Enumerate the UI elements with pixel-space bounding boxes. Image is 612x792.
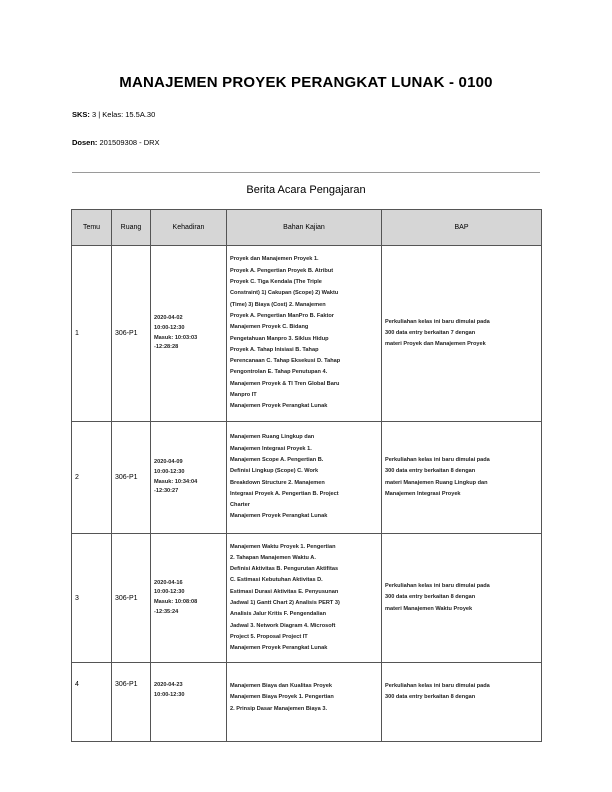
kajian-line: Manajemen Biaya Proyek 1. Pengertian — [230, 694, 334, 701]
attendance-out: -12:28:28 — [154, 344, 179, 351]
attendance-out: -12:30:27 — [154, 488, 179, 495]
bap-line: materi Proyek dan Manajemen Proyek — [385, 341, 486, 348]
header-bap: BAP — [382, 210, 542, 246]
bap-line: 300 data entry berkaitan 7 dengan — [385, 329, 476, 336]
dosen-value: 201509308 - DRX — [99, 138, 160, 147]
attendance-time: 10:00-12:30 — [154, 589, 185, 596]
cell-temu: 2 — [72, 422, 112, 534]
attendance-out: -12:35:24 — [154, 608, 179, 615]
attendance-in: Masuk: 10:03:03 — [154, 334, 198, 341]
bap-line: Perkuliahan kelas ini baru dimulai pada — [385, 318, 490, 325]
kajian-line: Manajemen Proyek Perangkat Lunak — [230, 645, 328, 652]
header-kehadiran: Kehadiran — [151, 210, 227, 246]
cell-bahan-kajian — [227, 534, 382, 663]
table-row — [72, 246, 542, 422]
kajian-line: Proyek A. Pengertian Proyek B. Atribut — [230, 267, 334, 274]
bap-line: materi Manajemen Ruang Lingkup dan — [385, 479, 488, 486]
cell-temu: 1 — [72, 246, 112, 422]
table-row — [72, 422, 542, 534]
course-info — [72, 110, 155, 119]
kajian-line: (Time) 3) Biaya (Cost) 2. Manajemen — [230, 301, 326, 308]
table-header-row — [72, 210, 542, 246]
lecturer-info — [72, 138, 160, 147]
bap-line: Perkuliahan kelas ini baru dimulai pada — [385, 456, 490, 463]
header-temu: Temu — [72, 210, 112, 246]
kajian-line: Breakdown Structure 2. Manajemen — [230, 479, 325, 486]
kajian-line: Project 5. Proposal Project IT — [230, 633, 308, 640]
attendance-date: 2020-04-23 — [154, 682, 183, 688]
kajian-line: Manajemen Proyek & TI Tren Global Baru — [230, 380, 340, 387]
cell-ruang: 306-P1 — [112, 422, 151, 534]
attendance-time: 10:00-12:30 — [154, 324, 185, 331]
bap-line: Perkuliahan kelas ini baru dimulai pada — [385, 683, 490, 689]
cell-kehadiran — [151, 422, 227, 534]
kajian-line: Perencanaan C. Tahap Eksekusi D. Tahap — [230, 358, 341, 365]
teaching-report-table — [71, 209, 542, 742]
kajian-line: Pengontrolan E. Tahap Penutupan 4. — [230, 369, 328, 376]
kajian-line: Analisis Jalur Kritis F. Pengendalian — [230, 611, 327, 618]
bap-line: Perkuliahan kelas ini baru dimulai pada — [385, 583, 490, 590]
cell-bap — [382, 534, 542, 663]
cell-kehadiran — [151, 246, 227, 422]
cell-temu: 4 — [72, 663, 112, 742]
cell-kehadiran — [151, 663, 227, 742]
kajian-line: C. Estimasi Kebutuhan Aktivitas D. — [230, 577, 323, 584]
bap-line: 300 data entry berkaitan 8 dengan — [385, 694, 476, 701]
cell-bahan-kajian — [227, 422, 382, 534]
dosen-label: Dosen: — [72, 138, 98, 147]
kajian-line: Proyek dan Manajemen Proyek 1. — [230, 256, 319, 263]
bap-line: 300 data entry berkaitan 8 dengan — [385, 594, 476, 601]
document-title: MANAJEMEN PROYEK PERANGKAT LUNAK - 0100 — [119, 74, 493, 91]
kajian-line: Proyek A. Pengertian ManPro B. Faktor — [230, 312, 334, 319]
kajian-line: 2. Tahapan Manajemen Waktu A. — [230, 554, 316, 561]
table-row — [72, 663, 542, 742]
kajian-line: Definisi Lingkup (Scope) C. Work — [230, 468, 319, 475]
divider — [72, 172, 540, 173]
cell-bahan-kajian — [227, 246, 382, 422]
attendance-date: 2020-04-16 — [154, 579, 183, 586]
kajian-line: Manajemen Waktu Proyek 1. Pengertian — [230, 543, 336, 550]
kajian-line: Estimasi Durasi Aktivitas E. Penyusunan — [230, 588, 339, 595]
kajian-line: Integrasi Proyek A. Pengertian B. Project — [230, 490, 339, 497]
attendance-in: Masuk: 10:34:04 — [154, 478, 198, 485]
kajian-line: Manajemen Integrasi Proyek 1. — [230, 445, 312, 452]
section-title: Berita Acara Pengajaran — [246, 184, 366, 196]
kajian-line: Manajemen Scope A. Pengertian B. — [230, 456, 324, 463]
cell-bap — [382, 246, 542, 422]
kajian-line: Constraint) 1) Cakupan (Scope) 2) Waktu — [230, 290, 339, 297]
kajian-line: 2. Prinsip Dasar Manajemen Biaya 3. — [230, 705, 328, 712]
kajian-line: Definisi Aktivitas B. Pengurutan Aktifitas — [230, 566, 339, 573]
attendance-in: Masuk: 10:08:08 — [154, 599, 198, 605]
kajian-line: Jadwal 3. Network Diagram 4. Microsoft — [230, 622, 336, 629]
kajian-line: Manajemen Proyek C. Bidang — [230, 324, 309, 331]
header-ruang: Ruang — [112, 210, 151, 246]
kajian-line: Manpro IT — [230, 391, 257, 398]
kajian-line: Manajemen Proyek Perangkat Lunak — [230, 403, 328, 410]
attendance-date: 2020-04-02 — [154, 315, 183, 322]
attendance-time: 10:00-12:30 — [154, 468, 185, 475]
bap-line: 300 data entry berkaitan 8 dengan — [385, 468, 476, 475]
cell-ruang: 306-P1 — [112, 246, 151, 422]
kajian-line: Manajemen Proyek Perangkat Lunak — [230, 513, 328, 520]
cell-bap — [382, 663, 542, 742]
cell-bahan-kajian — [227, 663, 382, 742]
sks-label: SKS: — [72, 110, 90, 119]
cell-kehadiran — [151, 534, 227, 663]
bap-line: Manajemen Integrasi Proyek — [385, 490, 461, 497]
cell-temu: 3 — [72, 534, 112, 663]
sks-value: 3 | Kelas: 15.5A.30 — [92, 110, 156, 119]
kajian-line: Jadwal 1) Gantt Chart 2) Analisis PERT 3) — [230, 600, 340, 606]
kajian-line: Manajemen Biaya dan Kualitas Proyek — [230, 683, 332, 689]
cell-ruang: 306-P1 — [112, 663, 151, 742]
attendance-time: 10:00-12:30 — [154, 691, 185, 698]
cell-bap — [382, 422, 542, 534]
attendance-date: 2020-04-09 — [154, 459, 183, 466]
kajian-line: Proyek C. Tiga Kendala (The Triple — [230, 279, 322, 286]
kajian-line: Manajemen Ruang Lingkup dan — [230, 434, 315, 441]
kajian-line: Proyek A. Tahap Inisiasi B. Tahap — [230, 346, 319, 353]
kajian-line: Pengetahuan Manpro 3. Siklus Hidup — [230, 335, 329, 342]
kajian-line: Charter — [230, 502, 250, 509]
bap-line: materi Manajemen Waktu Proyek — [385, 605, 473, 612]
header-bahan-kajian: Bahan Kajian — [227, 210, 382, 246]
cell-ruang: 306-P1 — [112, 534, 151, 663]
table-row — [72, 534, 542, 663]
